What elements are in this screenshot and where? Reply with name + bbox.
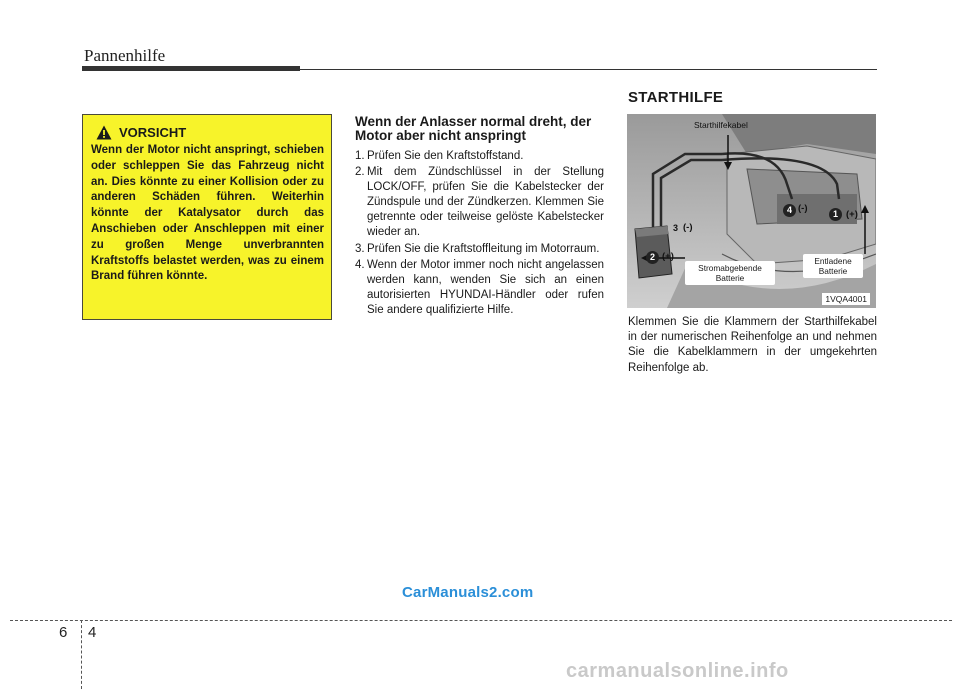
starthilfe-heading: STARTHILFE: [628, 89, 724, 106]
header-rule-thick: [82, 66, 300, 71]
footer-vertical-divider: [81, 620, 82, 689]
step-number: 4.: [355, 258, 365, 271]
source-battery-label: Stromabgebende Batterie: [685, 261, 775, 285]
step-text: Mit dem Zündschlüssel in der Stellung LOCK/OFF, prüfen Sie die Kabelstecker der Zündspule und der Zündkerzen. Klemmen Sie getrennte oder teilweise gelöste Kabelstecker wieder an.: [367, 166, 604, 239]
site-watermark: carmanualsonline.info: [566, 660, 789, 682]
step-list: [355, 149, 604, 318]
page-chapter: 6: [59, 624, 68, 641]
marker-2-badge: 2: [646, 251, 659, 264]
figure-caption: [628, 315, 877, 376]
watermark-link[interactable]: CarManuals2.com: [402, 584, 534, 601]
caution-body: Wenn der Motor nicht anspringt, schieben oder schleppen Sie das Fahrzeug nicht an. Dies könnte zu einer Kollision oder zu anderen Schäden führen. Weiterhin könnte der Katalysator durch das Anschieben oder Anschleppen mit einer zu großen Menge unverbrannten Kraftstoffs belastet werden, was zu einem Brand führen könnte.: [91, 144, 324, 283]
figure-id: 1VQA4001: [822, 293, 870, 305]
page-header-title: Pannenhilfe: [84, 46, 166, 65]
warning-triangle-icon: [96, 125, 112, 140]
jump-start-figure: [627, 114, 876, 308]
marker-4-sign: (-): [798, 203, 808, 214]
marker-2-sign: (+): [662, 251, 674, 262]
step-text: Prüfen Sie den Kraftstoffstand.: [367, 150, 524, 162]
list-item: [355, 242, 604, 257]
cable-label: Starthilfekabel: [694, 120, 748, 130]
figure-caption-text: Klemmen Sie die Klammern der Starthilfekabel in der numerischen Reihenfolge an und nehmen Sie die Kabelklammern in der umgekehrten Reihenfolge ab.: [628, 316, 877, 374]
step-text: Wenn der Motor immer noch nicht angelassen werden kann, wenden Sie sich an einen autorisierten HYUNDAI-Händler oder rufen Sie andere qualifizierte Hilfe.: [367, 258, 604, 316]
list-item: [355, 149, 604, 164]
troubleshooting-section: [355, 115, 604, 319]
marker-3-badge: 3: [672, 223, 678, 233]
list-item: [355, 165, 604, 240]
target-battery-label: Entladene Batterie: [803, 254, 863, 278]
marker-1-sign: (+): [846, 209, 858, 220]
step-number: 3.: [355, 242, 365, 255]
section-heading: Wenn der Anlasser normal dreht, der Motor aber nicht anspringt: [355, 114, 592, 143]
marker-1-badge: 1: [829, 208, 842, 221]
caution-header: [96, 123, 324, 141]
marker-3-sign: (-): [683, 222, 693, 233]
step-number: 2.: [355, 166, 365, 179]
footer-divider: [10, 620, 952, 621]
page-number: 4: [88, 624, 97, 641]
step-text: Prüfen Sie die Kraftstoffleitung im Motorraum.: [367, 242, 600, 255]
caution-title: VORSICHT: [119, 124, 187, 140]
caution-text: [91, 143, 324, 285]
header-rule-thin: [300, 69, 877, 71]
marker-4-badge: 4: [783, 204, 796, 217]
caution-box: [82, 114, 332, 320]
step-number: 1.: [355, 150, 365, 162]
list-item: [355, 258, 604, 318]
